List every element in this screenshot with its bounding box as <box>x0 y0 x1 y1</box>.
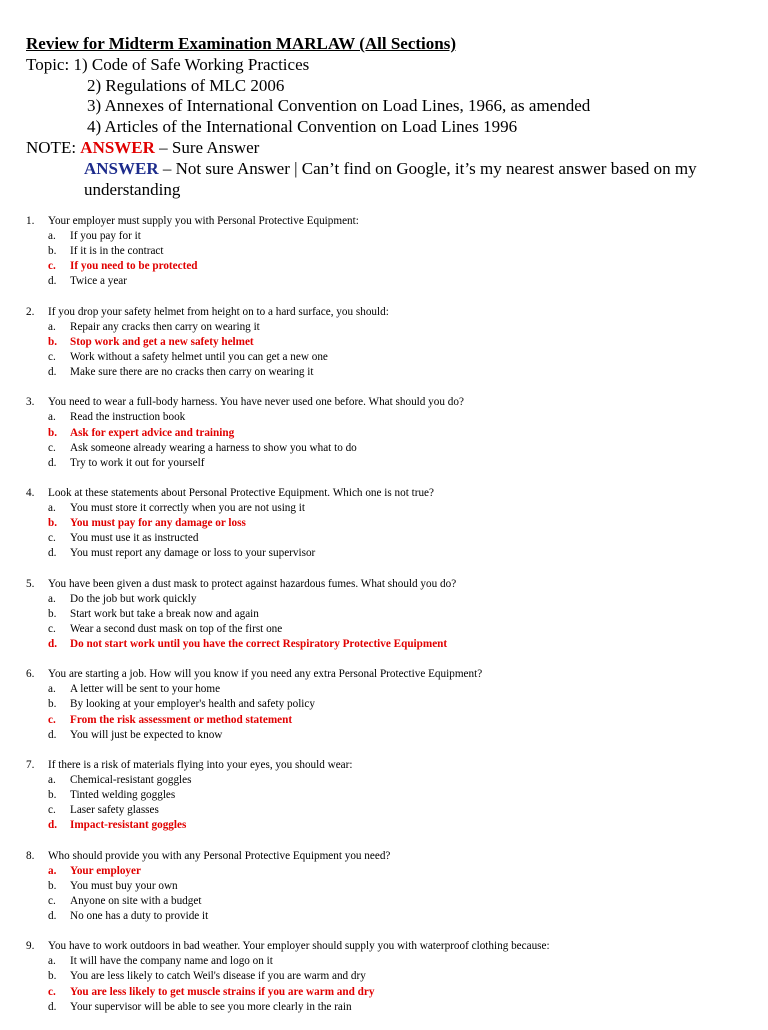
topic-item: 3) Annexes of International Convention on Load Lines, 1966, as amended <box>87 96 591 116</box>
option-text: Work without a safety helmet until you can get a new one <box>70 350 328 363</box>
option-letter: d. <box>48 909 57 922</box>
option-letter: a. <box>48 864 57 877</box>
topic-item: 1) Code of Safe Working Practices <box>73 54 310 74</box>
question-block <box>26 486 746 561</box>
question-stem <box>26 214 746 229</box>
answer-option-correct <box>26 426 746 441</box>
answer-option <box>26 773 746 788</box>
answer-option-correct <box>26 335 746 350</box>
option-text: If you need to be protected <box>70 260 198 273</box>
answer-option <box>26 803 746 818</box>
page-title: Review for Midterm Examination MARLAW (All Sections) <box>26 34 456 53</box>
option-letter: b. <box>48 245 57 258</box>
option-letter: b. <box>48 517 58 530</box>
question-text: Look at these statements about Personal Protective Equipment. Which one is not true? <box>48 486 434 499</box>
option-letter: c. <box>48 985 56 998</box>
answer-option <box>26 410 746 425</box>
option-text: Anyone on site with a budget <box>70 894 202 907</box>
question-text: Who should provide you with any Personal Protective Equipment you need? <box>48 849 391 862</box>
option-text: It will have the company name and logo on it <box>70 955 273 968</box>
question-text: You have been given a dust mask to protect against hazardous fumes. What should you do? <box>48 577 457 590</box>
option-letter: c. <box>48 894 56 907</box>
option-text: A letter will be sent to your home <box>70 683 221 696</box>
answer-option-correct <box>26 259 746 274</box>
option-letter: a. <box>48 955 56 968</box>
question-stem <box>26 939 746 954</box>
question-text: Your employer must supply you with Personal Protective Equipment: <box>48 215 359 227</box>
document-header <box>26 34 746 200</box>
question-stem <box>26 305 746 320</box>
question-number: 5. <box>26 577 35 590</box>
answer-option <box>26 441 746 456</box>
question-block <box>26 305 746 380</box>
question-number: 3. <box>26 396 35 409</box>
unsure-answer-description: – Not sure Answer | Can’t find on Google, it’s my nearest answer based on my understanding <box>84 158 697 199</box>
option-text: Your employer <box>70 864 141 877</box>
option-text: You must store it correctly when you are not using it <box>70 502 306 515</box>
topic-line-1 <box>26 55 746 76</box>
topic-item: 4) Articles of the International Convention on Load Lines 1996 <box>87 117 518 137</box>
option-text: You are less likely to get muscle strains if you are warm and dry <box>70 985 375 998</box>
option-letter: a. <box>48 230 56 243</box>
question-text: If there is a risk of materials flying into your eyes, you should wear: <box>48 758 353 771</box>
option-letter: b. <box>48 335 58 348</box>
option-text: Read the instruction book <box>70 411 186 424</box>
question-block <box>26 667 746 742</box>
topic-label: Topic: <box>26 54 70 74</box>
legend-unsure-line <box>26 159 746 201</box>
question-number: 9. <box>26 940 35 953</box>
question-number: 7. <box>26 758 35 771</box>
answer-option <box>26 365 746 380</box>
option-letter: c. <box>48 260 56 273</box>
answer-option <box>26 622 746 637</box>
option-letter: b. <box>48 970 57 983</box>
option-letter: a. <box>48 683 56 696</box>
option-letter: d. <box>48 819 58 832</box>
unsure-answer-keyword: ANSWER <box>84 158 159 178</box>
option-text: You are less likely to catch Weil's disease if you are warm and dry <box>70 970 366 983</box>
option-text: Stop work and get a new safety helmet <box>70 335 254 348</box>
option-text: If you pay for it <box>70 230 141 243</box>
option-text: No one has a duty to provide it <box>70 909 209 922</box>
question-block <box>26 849 746 924</box>
option-letter: d. <box>48 638 58 650</box>
option-text: Do not start work until you have the correct Respiratory Protective Equipment <box>70 638 448 650</box>
option-letter: a. <box>48 320 56 333</box>
sure-answer-description: – Sure Answer <box>154 137 260 157</box>
option-letter: b. <box>48 426 58 439</box>
option-text: You must pay for any damage or loss <box>70 517 246 530</box>
note-label: NOTE: <box>26 137 77 157</box>
answer-option <box>26 697 746 712</box>
option-text: Ask for expert advice and training <box>70 426 235 439</box>
answer-option <box>26 969 746 984</box>
answer-option <box>26 244 746 259</box>
question-stem <box>26 667 746 682</box>
answer-option <box>26 788 746 803</box>
question-number: 1. <box>26 215 35 227</box>
option-text: By looking at your employer's health and safety policy <box>70 698 315 711</box>
question-text: You have to work outdoors in bad weather. Your employer should supply you with waterproof clothing because: <box>48 940 550 953</box>
note-line <box>26 138 746 159</box>
answer-option <box>26 350 746 365</box>
option-letter: a. <box>48 592 56 605</box>
option-letter: c. <box>48 804 56 817</box>
option-text: You must report any damage or loss to your supervisor <box>70 547 316 560</box>
question-text: You need to wear a full-body harness. You have never used one before. What should you do? <box>48 396 464 409</box>
question-text: If you drop your safety helmet from height on to a hard surface, you should: <box>48 305 389 318</box>
topic-item: 2) Regulations of MLC 2006 <box>87 75 285 95</box>
option-letter: d. <box>48 547 57 560</box>
question-number: 2. <box>26 305 35 318</box>
answer-option <box>26 456 746 471</box>
option-text: Try to work it out for yourself <box>70 456 205 469</box>
option-letter: b. <box>48 789 57 802</box>
option-text: From the risk assessment or method statement <box>70 713 293 726</box>
answer-option <box>26 501 746 516</box>
answer-option <box>26 894 746 909</box>
option-text: You must buy your own <box>70 879 178 892</box>
question-block <box>26 214 746 289</box>
answer-option-correct <box>26 985 746 1000</box>
question-block <box>26 395 746 470</box>
answer-option-correct <box>26 637 746 652</box>
option-text: Tinted welding goggles <box>70 789 176 802</box>
option-text: You will just be expected to know <box>70 728 223 741</box>
option-letter: d. <box>48 728 57 741</box>
option-text: Ask someone already wearing a harness to show you what to do <box>70 441 357 454</box>
option-letter: c. <box>48 713 56 726</box>
sure-answer-keyword: ANSWER <box>80 137 155 157</box>
option-letter: d. <box>48 275 57 288</box>
option-text: You must use it as instructed <box>70 532 199 545</box>
answer-option <box>26 1000 746 1015</box>
question-text: You are starting a job. How will you know if you need any extra Personal Protective Equipment? <box>48 668 483 681</box>
answer-option-correct <box>26 516 746 531</box>
answer-option <box>26 954 746 969</box>
option-text: Wear a second dust mask on top of the first one <box>70 622 283 635</box>
answer-option <box>26 229 746 244</box>
option-letter: d. <box>48 456 57 469</box>
answer-option-correct <box>26 713 746 728</box>
question-number: 4. <box>26 486 35 499</box>
question-stem <box>26 486 746 501</box>
option-letter: a. <box>48 774 56 787</box>
question-block <box>26 758 746 833</box>
question-block <box>26 939 746 1014</box>
option-letter: a. <box>48 411 56 424</box>
answer-option <box>26 274 746 289</box>
option-letter: a. <box>48 502 56 515</box>
answer-option <box>26 531 746 546</box>
question-number: 6. <box>26 668 35 681</box>
option-text: Repair any cracks then carry on wearing it <box>70 320 260 333</box>
option-letter: b. <box>48 698 57 711</box>
answer-option <box>26 728 746 743</box>
answer-option-correct <box>26 864 746 879</box>
option-letter: c. <box>48 441 56 454</box>
option-text: If it is in the contract <box>70 245 164 258</box>
answer-option <box>26 546 746 561</box>
answer-option-correct <box>26 818 746 833</box>
question-stem <box>26 577 746 592</box>
option-letter: c. <box>48 532 56 545</box>
option-text: Your supervisor will be able to see you more clearly in the rain <box>70 1000 352 1013</box>
answer-option <box>26 682 746 697</box>
question-stem <box>26 758 746 773</box>
option-text: Twice a year <box>70 275 127 288</box>
question-block <box>26 577 746 652</box>
option-text: Start work but take a break now and again <box>70 607 259 620</box>
question-stem <box>26 849 746 864</box>
option-letter: b. <box>48 879 57 892</box>
option-letter: d. <box>48 366 57 379</box>
option-text: Laser safety glasses <box>70 804 159 817</box>
option-letter: b. <box>48 607 57 620</box>
option-text: Impact-resistant goggles <box>70 819 187 832</box>
option-letter: c. <box>48 350 56 363</box>
question-number: 8. <box>26 849 35 862</box>
question-list <box>26 214 746 1030</box>
option-text: Do the job but work quickly <box>70 592 197 605</box>
option-text: Chemical-resistant goggles <box>70 774 192 787</box>
answer-option <box>26 909 746 924</box>
option-letter: c. <box>48 622 56 635</box>
answer-option <box>26 320 746 335</box>
option-text: Make sure there are no cracks then carry on wearing it <box>70 366 314 379</box>
answer-option <box>26 592 746 607</box>
answer-option <box>26 879 746 894</box>
option-letter: d. <box>48 1000 57 1013</box>
answer-option <box>26 607 746 622</box>
question-stem <box>26 395 746 410</box>
